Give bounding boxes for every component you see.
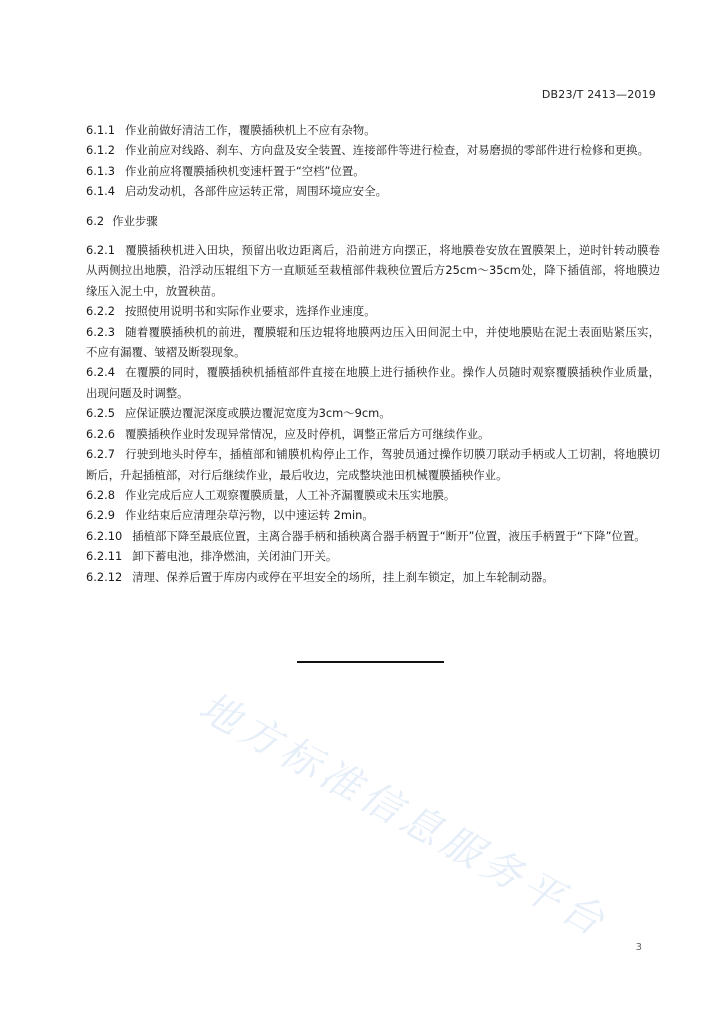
clause-text: 按照使用说明书和实际作业要求，选择作业速度。 — [124, 304, 376, 319]
clause-text: 作业完成后应人工观察覆膜质量，人工补齐漏覆膜或未压实地膜。 — [124, 487, 456, 502]
clause-6-2-4 — [86, 362, 660, 403]
clause-text: 行驶到地头时停车，插植部和铺膜机构停止工作，驾驶员通过操作切膜刀联动手柄或人工切割，将地膜切断后，升起插植部，对行后继续作业，最后收边，完成整块池田机械覆膜插秧作业。 — [86, 447, 660, 482]
clause-number: 6.2.3 — [86, 324, 115, 339]
clause-text: 卸下蓄电池，排净燃油，关闭油门开关。 — [132, 549, 338, 564]
clause-6-1-4 — [86, 181, 660, 201]
section-number: 6.2 — [86, 213, 105, 228]
clause-text: 启动发动机，各部件应运转正常，周围环境应安全。 — [124, 184, 387, 199]
clause-text: 插植部下降至最底位置，主离合器手柄和插秧离合器手柄置于“断开”位置，液压手柄置于“下降”位置。 — [132, 528, 646, 543]
clause-text: 覆膜插秧作业时发现异常情况，应及时停机，调整正常后方可继续作业。 — [124, 426, 490, 441]
clause-text: 应保证膜边覆泥深度或膜边覆泥宽度为3cm～9cm。 — [124, 406, 391, 421]
clause-6-2-10 — [86, 526, 660, 546]
clause-6-2-12 — [86, 567, 660, 587]
clause-6-2-11 — [86, 546, 660, 566]
watermark: 地方标准信息服务平台 — [191, 683, 616, 948]
section-6-1 — [86, 120, 660, 202]
clause-6-2-2 — [86, 301, 660, 321]
section-title: 作业步骤 — [112, 213, 158, 228]
clause-text: 作业前应将覆膜插秧机变速杆置于“空档”位置。 — [124, 163, 365, 178]
clause-6-2-1 — [86, 240, 660, 301]
clause-6-2-3 — [86, 322, 660, 363]
clause-number: 6.2.8 — [86, 487, 115, 502]
clause-text: 随着覆膜插秧机的前进，覆膜辊和压边辊将地膜两边压入田间泥土中，并使地膜贴在泥土表面贴紧压实，不应有漏覆、皱褶及断裂现象。 — [86, 324, 660, 360]
clause-text: 在覆膜的同时，覆膜插秧机插植部件直接在地膜上进行插秧作业。操作人员随时观察覆膜插秧作业质量，出现问题及时调整。 — [86, 365, 660, 400]
page-number: 3 — [635, 942, 642, 953]
clause-6-2-8 — [86, 485, 660, 505]
clause-6-1-2 — [86, 140, 660, 160]
clause-6-2-7 — [86, 444, 660, 485]
clause-text: 作业结束后应清理杂草污物，以中速运转 2min。 — [124, 508, 374, 523]
clause-text: 清理、保养后置于库房内或停在平坦安全的场所，挂上刹车锁定，加上车轮制动器。 — [132, 569, 554, 584]
document-body — [86, 120, 660, 587]
clause-text: 作业前做好清洁工作，覆膜插秧机上不应有杂物。 — [124, 123, 376, 137]
clause-number: 6.2.12 — [86, 569, 123, 584]
clause-number: 6.1.4 — [86, 184, 115, 199]
clause-number: 6.1.3 — [86, 163, 115, 178]
section-6-2-heading — [86, 211, 660, 231]
clause-number: 6.2.10 — [86, 528, 123, 543]
clause-number: 6.2.2 — [86, 304, 115, 319]
clause-number: 6.2.9 — [86, 508, 115, 523]
clause-number: 6.2.7 — [86, 447, 115, 462]
clause-number: 6.2.1 — [86, 243, 115, 258]
clause-number: 6.2.11 — [86, 549, 123, 564]
clause-number: 6.2.4 — [86, 365, 115, 380]
clause-number: 6.1.1 — [86, 123, 115, 137]
clause-6-1-3 — [86, 161, 660, 181]
section-6-2 — [86, 240, 660, 587]
document-code: DB23/T 2413—2019 — [541, 88, 656, 101]
end-rule — [297, 661, 444, 663]
clause-6-2-9 — [86, 505, 660, 525]
clause-text: 作业前应对线路、刹车、方向盘及安全装置、连接部件等进行检查，对易磨损的零部件进行检修和更换。 — [124, 143, 649, 158]
clause-number: 6.2.6 — [86, 426, 115, 441]
clause-number: 6.2.5 — [86, 406, 115, 421]
clause-6-1-1 — [86, 120, 660, 140]
clause-6-2-5 — [86, 403, 660, 423]
clause-6-2-6 — [86, 424, 660, 444]
clause-number: 6.1.2 — [86, 143, 115, 158]
clause-text: 覆膜插秧机进入田块，预留出收边距离后，沿前进方向摆正，将地膜卷安放在置膜架上，逆时针转动膜卷从两侧拉出地膜，沿浮动压辊组下方一直顺延至栽植部件栽秧位置后方25cm～35cm处，降下插值部，将地膜边缘压入泥土中，放置秧苗。 — [86, 243, 660, 298]
